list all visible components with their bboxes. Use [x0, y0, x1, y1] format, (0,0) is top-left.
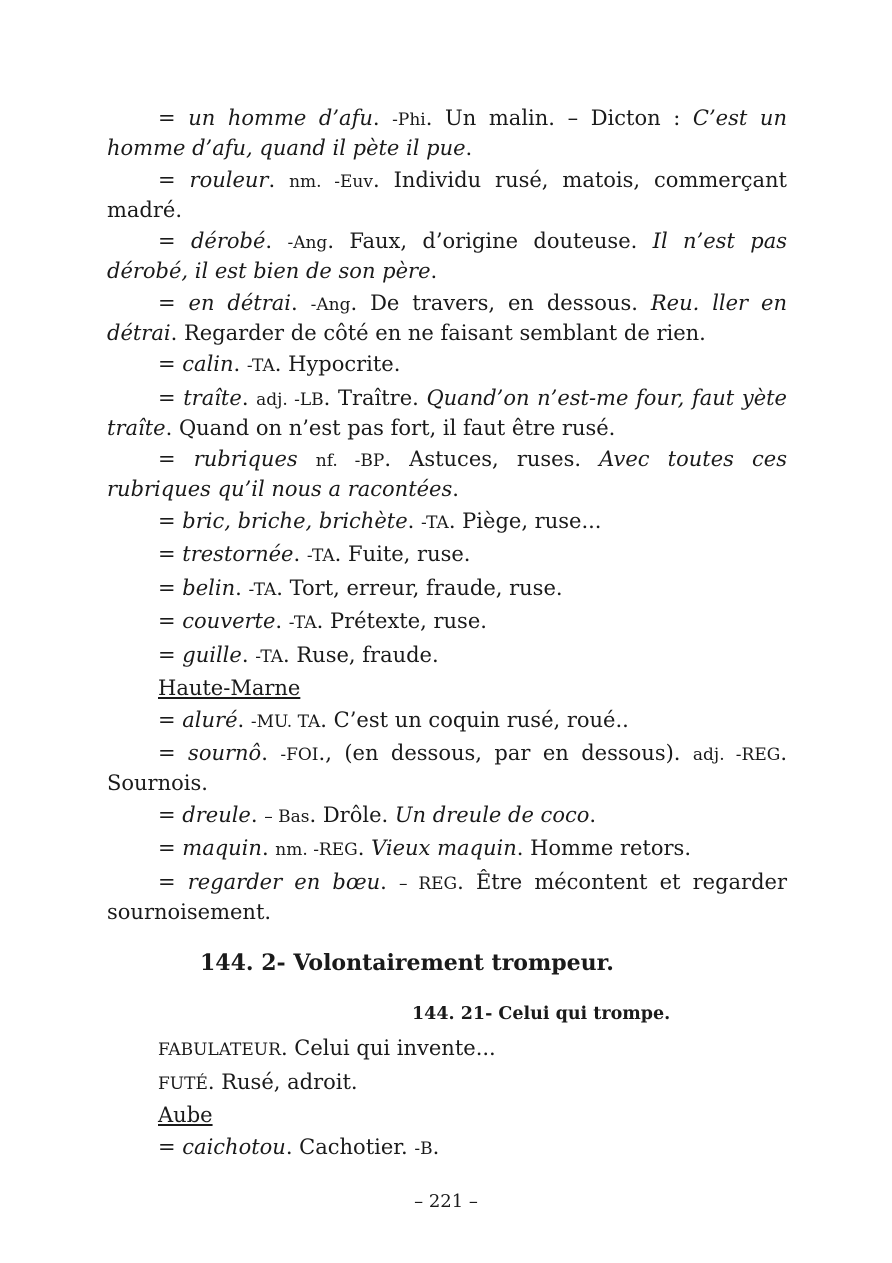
term: aluré — [182, 707, 238, 732]
term: caichotou — [182, 1134, 286, 1159]
source: -MU. TA — [250, 711, 321, 732]
entry-caichotou: = caichotou. Cachotier. -B. — [158, 1134, 440, 1159]
entry-en-detrai: = en détrai. -Ang. De travers, en dessous. Reu. ller en détrai. Regarder de côté en ne faisant semblant de rien. — [107, 290, 787, 345]
term: traîte — [183, 385, 242, 410]
region-heading: Haute-Marne — [158, 676, 301, 700]
source: -FOI — [280, 745, 319, 765]
entry-sourno: = sournô. -FOI., (en dessous, par en dessous). adj. -REG. Sournois. — [107, 741, 787, 795]
entry-homme-dafu: = un homme d’afu. -Phi. Un malin. – Dicton : C’est un homme d’afu, quand il pète il pue. — [107, 106, 787, 160]
grammar: nm. — [289, 171, 335, 192]
page-number: – 221 – — [414, 1191, 478, 1212]
source: -TA — [255, 646, 284, 667]
source: -B — [414, 1138, 433, 1159]
region-heading-aube: Aube — [158, 1103, 213, 1127]
source: -TA — [246, 356, 275, 376]
entry-fute: FUTÉ. Rusé, adroit. — [158, 1069, 358, 1094]
example: Reu. ller en détrai — [107, 290, 787, 345]
source: -BP — [354, 451, 385, 471]
source: – REG — [398, 873, 458, 894]
entry-calin: = calin. -TA. Hypocrite. — [158, 352, 401, 376]
entry-regarder-en-boeu: = regarder en bœu. – REG. Être mécontent et regarder sournoisement. — [107, 869, 787, 924]
term: en détrai — [188, 290, 291, 315]
term: guille — [182, 642, 242, 667]
term: rubriques — [193, 447, 298, 471]
entry-derobe: = dérobé. -Ang. Faux, d’origine douteuse. Il n’est pas dérobé, il est bien de son père. — [107, 229, 787, 283]
term: sournô — [188, 741, 262, 765]
term: dreule — [182, 802, 251, 827]
entry-fabulateur: FABULATEUR. Celui qui invente... — [158, 1036, 496, 1060]
grammar: adj. — [692, 745, 725, 765]
entry-trestornee: = trestornée. -TA. Fuite, ruse. — [158, 542, 471, 566]
term: bric, briche, brichète — [182, 508, 408, 533]
term: dérobé — [190, 229, 266, 253]
main-text — [107, 104, 787, 929]
entry-rouleur: = rouleur. nm. -Euv. Individu rusé, matois, commerçant madré. — [107, 167, 787, 222]
example: Vieux maquin — [371, 836, 517, 860]
term: regarder en bœu — [187, 869, 381, 894]
source: -Ang — [287, 233, 328, 253]
source: -Euv — [334, 171, 373, 192]
term: trestornée — [182, 542, 294, 566]
example: C’est un homme d’afu, quand il pète il pue — [107, 106, 787, 160]
entry-bric: = bric, briche, brichète. -TA. Piège, ruse... — [158, 508, 602, 533]
source: -Ang — [310, 294, 351, 315]
grammar: adj. — [256, 389, 295, 410]
subsection-entries — [158, 1034, 788, 1166]
example: Avec toutes ces rubriques qu’il nous a racontées — [107, 447, 787, 501]
entry-maquin: = maquin. nm. -REG. Vieux maquin. Homme retors. — [158, 836, 692, 860]
source: -Phi — [392, 110, 426, 130]
source: -REG — [313, 840, 358, 860]
source: -TA — [306, 546, 335, 566]
entry-dreule: = dreule. – Bas. Drôle. Un dreule de coco. — [158, 802, 597, 827]
headword: FABULATEUR — [158, 1040, 281, 1060]
source: – Bas — [264, 806, 310, 827]
example: Un dreule de coco — [394, 802, 590, 827]
term: maquin — [182, 836, 262, 860]
term: rouleur — [189, 167, 269, 192]
source: -LB — [294, 389, 324, 410]
subsection-heading: 144. 21- Celui qui trompe. — [412, 1004, 671, 1024]
entry-traite: = traîte. adj. -LB. Traître. Quand’on n’est-me four, faut yète traîte. Quand on n’est pas fort, il faut être rusé. — [107, 385, 787, 440]
grammar: nf. — [315, 451, 355, 471]
source: -TA — [288, 613, 317, 633]
entry-rubriques: = rubriques nf. -BP. Astuces, ruses. Avec toutes ces rubriques qu’il nous a racontées. — [107, 447, 787, 501]
grammar: nm. — [275, 840, 314, 860]
entry-guille: = guille. -TA. Ruse, fraude. — [158, 642, 439, 667]
term: couverte — [182, 609, 276, 633]
entry-couverte: = couverte. -TA. Prétexte, ruse. — [158, 609, 487, 633]
term: calin — [182, 352, 234, 376]
source: -REG — [724, 745, 781, 765]
entry-alure: = aluré. -MU. TA. C’est un coquin rusé, roué.. — [158, 707, 629, 732]
example: Quand’on n’est-me four, faut yète traîte — [107, 385, 787, 440]
source: -TA — [421, 512, 449, 533]
term: un homme d’afu — [188, 106, 373, 130]
section-heading: 144. 2- Volontairement trompeur. — [200, 950, 614, 976]
entry-belin: = belin. -TA. Tort, erreur, fraude, ruse. — [158, 575, 563, 600]
source: -TA — [248, 579, 277, 600]
headword: FUTÉ — [158, 1073, 208, 1094]
example: Il n’est pas dérobé, il est bien de son père — [107, 229, 787, 283]
term: belin — [182, 575, 236, 600]
